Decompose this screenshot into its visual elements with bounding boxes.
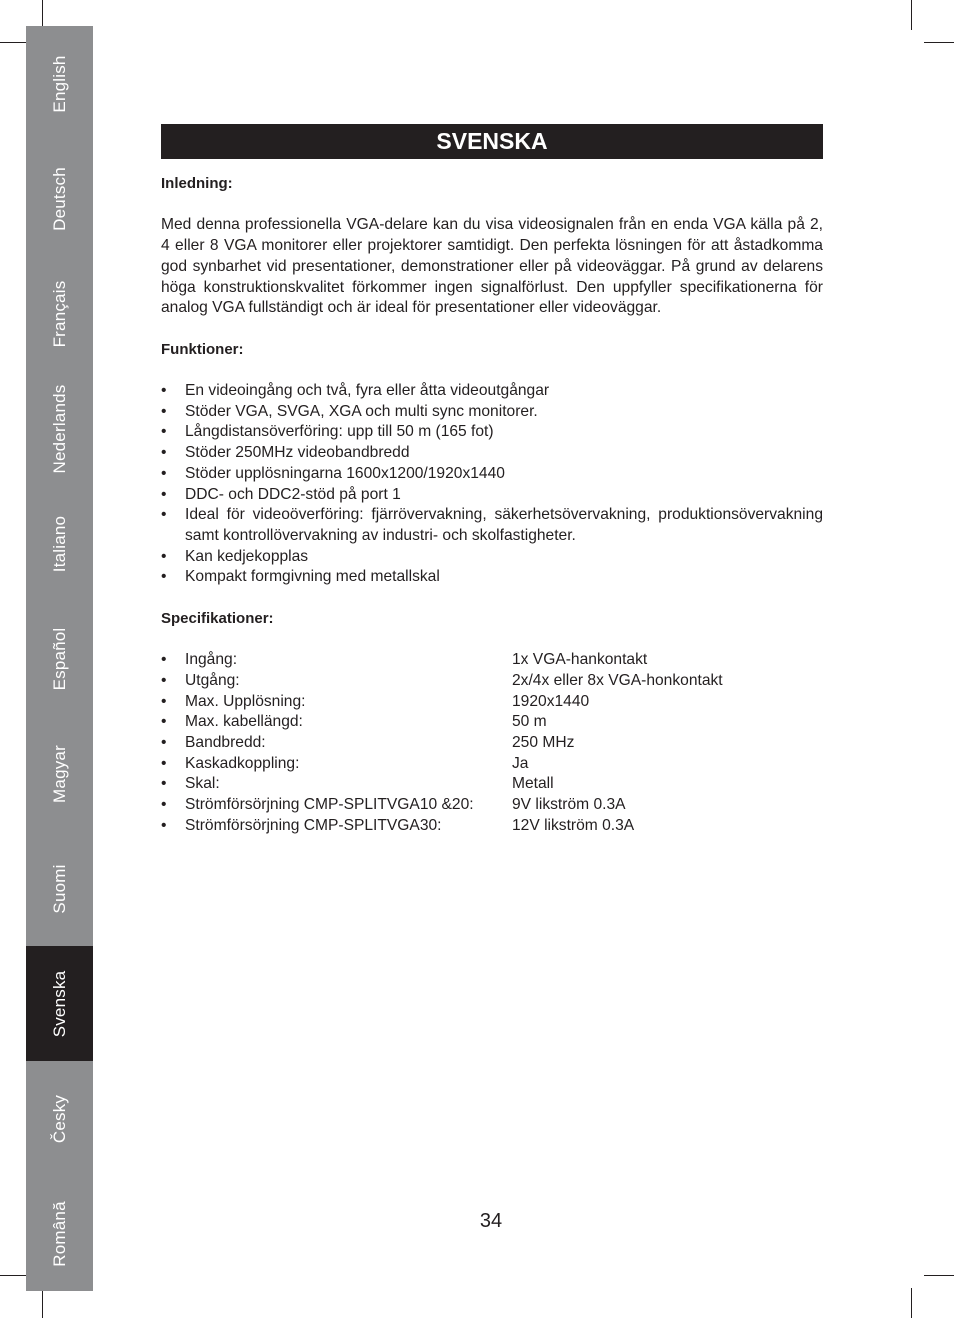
spec-key: Max. kabellängd: [185,713,303,731]
bullet: • [161,671,167,689]
spec-key: Strömförsörjning CMP-SPLITVGA30: [185,816,442,834]
bullet: • [161,796,167,814]
specs-list [161,650,823,836]
bullet: • [161,444,167,462]
bullet: • [161,816,167,834]
bullet: • [161,651,167,669]
language-tab-label: Nederlands [49,384,69,473]
spec-value: 9V likström 0.3A [512,796,626,814]
bullet: • [161,568,167,586]
list-item: • Ideal för videoöverföring: fjärrövervakning, säkerhetsövervakning, produktionsövervakning samt kontrollövervakning av industri- och skolfastigheter. [161,506,823,544]
bullet: • [161,464,167,482]
bullet: • [161,402,167,420]
language-tab-label: Deutsch [49,166,69,231]
language-sidebar [26,26,93,1291]
language-tab-deutsch[interactable] [26,141,93,256]
spec-value: 1920x1440 [512,692,590,710]
intro-heading: Inledning: [161,175,233,192]
language-tab-label: Română [49,1200,69,1267]
language-tab-label: Česky [49,1094,69,1143]
crop-mark [924,42,954,43]
page-number: 34 [479,1210,503,1232]
bullet: • [161,692,167,710]
bullet: • [161,506,167,524]
spec-row [161,650,823,671]
language-tab-nederlands[interactable] [26,371,93,486]
language-tab-label: Español [49,627,69,690]
language-tab-label: English [49,54,69,113]
language-tab-label: Magyar [49,744,69,803]
list-item: • Stöder upplösningarna 1600x1200/1920x1440 [161,464,823,485]
spec-value: 1x VGA-hankontakt [512,651,648,669]
list-item: • Stöder VGA, SVGA, XGA och multi sync monitorer. [161,402,823,423]
language-tab-label: Français [49,280,69,347]
list-item: • Kompakt formgivning med metallskal [161,567,823,588]
spec-key: Strömförsörjning CMP-SPLITVGA10 &20: [185,796,474,814]
spec-value: Metall [512,775,554,793]
list-item: • Stöder 250MHz videobandbredd [161,443,823,464]
bullet: • [161,775,167,793]
language-tab-espanol[interactable] [26,601,93,716]
functions-heading: Funktioner: [161,340,244,358]
spec-key: Ingång: [185,651,238,669]
language-tab-romana[interactable] [26,1176,93,1291]
language-tab-english[interactable] [26,26,93,141]
spec-key: Utgång: [185,671,240,689]
manual-content [161,174,823,836]
language-tab-label: Italiano [49,515,69,572]
crop-mark [911,0,912,30]
list-item: • En videoingång och två, fyra eller åtta videoutgångar [161,381,823,402]
bullet: • [161,423,167,441]
list-item: • Långdistansöverföring: upp till 50 m (165 fot) [161,422,823,443]
page-title: SVENSKA [161,124,823,159]
spec-value: 2x/4x eller 8x VGA-honkontakt [512,671,723,689]
spec-row [161,712,823,733]
language-tab-label: Suomi [49,863,69,914]
spec-row [161,692,823,713]
bullet: • [161,733,167,751]
bullet: • [161,547,167,565]
spec-value: 50 m [512,713,547,731]
spec-key: Kaskadkoppling: [185,754,300,772]
list-item: • Kan kedjekopplas [161,547,823,568]
spec-row [161,795,823,816]
intro-paragraph: Med denna professionella VGA-delare kan du visa videosignalen från en enda VGA källa på 2, 4 eller 8 VGA monitorer eller projektorer samtidigt. Den perfekta lösningen för att åstadkomma god synbarhet vid presentationer, demonstrationer eller på videoväggar. På grund av delarens höga konstruktionskvalitet förkommer ingen signalförlust. Den uppfyller specifikationerna för analog VGA fullständigt och är ideal för presentationer eller videoväggar. [161,216,823,317]
bullet: • [161,485,167,503]
bullet: • [161,754,167,772]
language-tab-suomi[interactable] [26,831,93,946]
spec-row [161,754,823,775]
list-item: • DDC- och DDC2-stöd på port 1 [161,485,823,506]
crop-mark [42,1288,43,1318]
language-tab-magyar[interactable] [26,716,93,831]
functions-list [161,381,823,588]
spec-key: Skal: [185,775,220,793]
spec-row [161,671,823,692]
spec-value: 250 MHz [512,733,575,751]
spec-key: Max. Upplösning: [185,692,306,710]
crop-mark [911,1288,912,1318]
spec-key: Bandbredd: [185,733,266,751]
spec-value: 12V likström 0.3A [512,816,635,834]
bullet: • [161,713,167,731]
language-tab-svenska[interactable] [26,946,93,1061]
spec-row [161,774,823,795]
specs-heading: Specifikationer: [161,609,274,627]
language-tab-italiano[interactable] [26,486,93,601]
bullet: • [161,381,167,399]
spec-row [161,733,823,754]
spec-row [161,816,823,837]
spec-value: Ja [512,754,529,772]
language-tab-cesky[interactable] [26,1061,93,1176]
language-tab-francais[interactable] [26,256,93,371]
language-tab-label: Svenska [49,970,69,1037]
crop-mark [924,1275,954,1276]
